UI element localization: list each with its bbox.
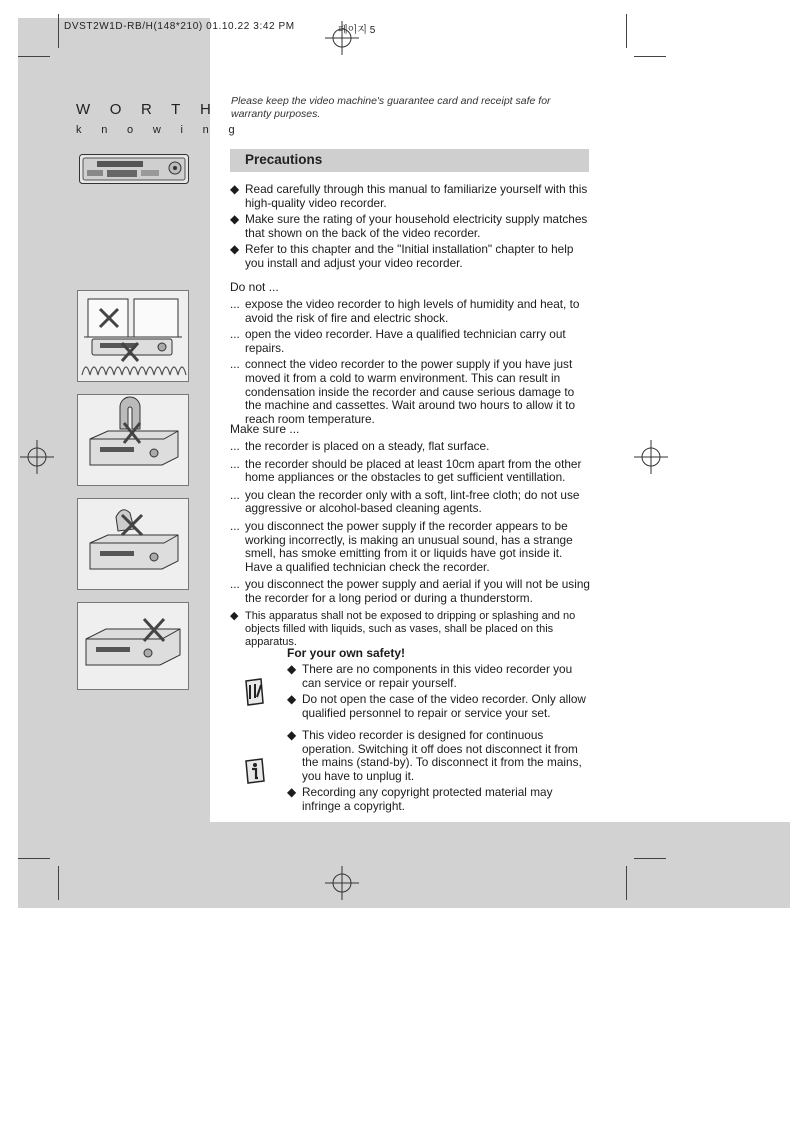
- illustration-flat-surface: [77, 602, 189, 690]
- list-item: ... you disconnect the power supply and aerial if you will not be using the recorder for a long period or during a thunderstorm.: [230, 577, 590, 605]
- illustration-liquids: [77, 498, 189, 590]
- crop-mark: [634, 56, 666, 57]
- crop-mark: [634, 858, 666, 859]
- diamond-bullet-icon: ◆: [287, 728, 297, 742]
- list-item: ... you clean the recorder only with a soft, lint-free cloth; do not use aggressive or alcohol-based cleaning agents.: [230, 487, 580, 516]
- illustration-magnet: [77, 394, 189, 486]
- list-item: ◆ Do not open the case of the video recorder. Only allow qualified personnel to repair or service your set.: [287, 692, 586, 720]
- list-item: ◆ Refer to this chapter and the "Initial installation" chapter to help you install and adjust your video recorder.: [230, 242, 574, 270]
- list-item: ◆ There are no components in this video recorder you can service or repair yourself.: [287, 662, 573, 690]
- crop-mark: [58, 866, 59, 900]
- diamond-bullet-icon: ◆: [287, 662, 297, 676]
- intro-list: [230, 183, 592, 271]
- footer-band: [210, 822, 790, 908]
- diamond-bullet-icon: ◆: [287, 692, 297, 707]
- list-item: ◆ Recording any copyright protected material may infringe a copyright.: [287, 785, 553, 813]
- list-item: ◆ Make sure the rating of your household electricity supply matches that shown on the back of the video recorder.: [230, 212, 588, 240]
- warning-note-icon: [243, 677, 267, 707]
- safety-title: For your own safety!: [287, 646, 406, 660]
- list-item: ◆ This video recorder is designed for continuous operation. Switching it off does not disconnect it from the mains (stand-by). To disconnect it from the mains, you have to unplug it.: [287, 728, 582, 783]
- list-item: ◆ This apparatus shall not be exposed to dripping or splashing and no objects filled with liquids, such as vases, shall be placed on this apparatus.: [230, 609, 576, 648]
- crop-mark: [58, 14, 59, 48]
- list-item: ... the recorder is placed on a steady, flat surface.: [230, 439, 490, 453]
- list-item: ... the recorder should be placed at least 10cm apart from the other home appliances or the obstacles to get sufficient ventillation.: [230, 456, 582, 485]
- list-item: ◆ Read carefully through this manual to familiarize yourself with this high-quality video recorder.: [230, 182, 588, 210]
- registration-mark-icon: [634, 440, 668, 474]
- list-item: ... connect the video recorder to the power supply if you have just moved it from a cold to warm environment. This can result in condensation inside the recorder and cause serious damage to the machine and cassettes. Wait around two hours to allow it to reach room temperature.: [230, 357, 576, 426]
- sidebar-title: WORTH: [76, 101, 231, 118]
- diamond-bullet-icon: ◆: [230, 212, 240, 227]
- registration-mark-icon: [325, 866, 359, 900]
- page-label: 페이지 5: [338, 25, 376, 36]
- print-info: DVST2W1D-RB/H(148*210) 01.10.22 3:42 PM: [64, 21, 295, 32]
- crop-mark: [626, 866, 627, 900]
- list-item: ... you disconnect the power supply if the recorder appears to be working incorrectly, is making an unusual sound, has a strange smell, has smoke emitting from it or liquids have got inside it. Have a qualified technician check the recorder.: [230, 518, 573, 574]
- list-item: ... open the video recorder. Have a qualified technician carry out repairs.: [230, 327, 566, 355]
- make-sure-heading: Make sure ...: [230, 422, 300, 436]
- crop-mark: [626, 14, 627, 48]
- registration-mark-icon: [20, 440, 54, 474]
- safety-group-2: [287, 729, 592, 814]
- do-not-heading: Do not ...: [230, 280, 279, 294]
- diamond-bullet-icon: ◆: [287, 785, 297, 800]
- guarantee-note: Please keep the video machine's guarantee card and receipt safe for warranty purposes.: [231, 95, 551, 120]
- crop-mark: [18, 56, 50, 57]
- sidebar-subtitle: knowing: [76, 124, 255, 136]
- list-item: ... expose the video recorder to high levels of humidity and heat, to avoid the risk of fire and electric shock.: [230, 297, 580, 325]
- crop-mark: [18, 858, 50, 859]
- vcr-front-illustration: [79, 154, 189, 184]
- make-sure-list: [230, 440, 592, 649]
- info-icon: [243, 757, 267, 785]
- diamond-bullet-icon: ◆: [230, 182, 240, 196]
- diamond-bullet-icon: ◆: [230, 242, 240, 257]
- do-not-list: [230, 298, 592, 426]
- diamond-bullet-icon: ◆: [230, 609, 239, 622]
- safety-group-1: [287, 663, 592, 720]
- illustration-heat-humidity: [77, 290, 189, 382]
- precautions-title: Precautions: [245, 152, 323, 167]
